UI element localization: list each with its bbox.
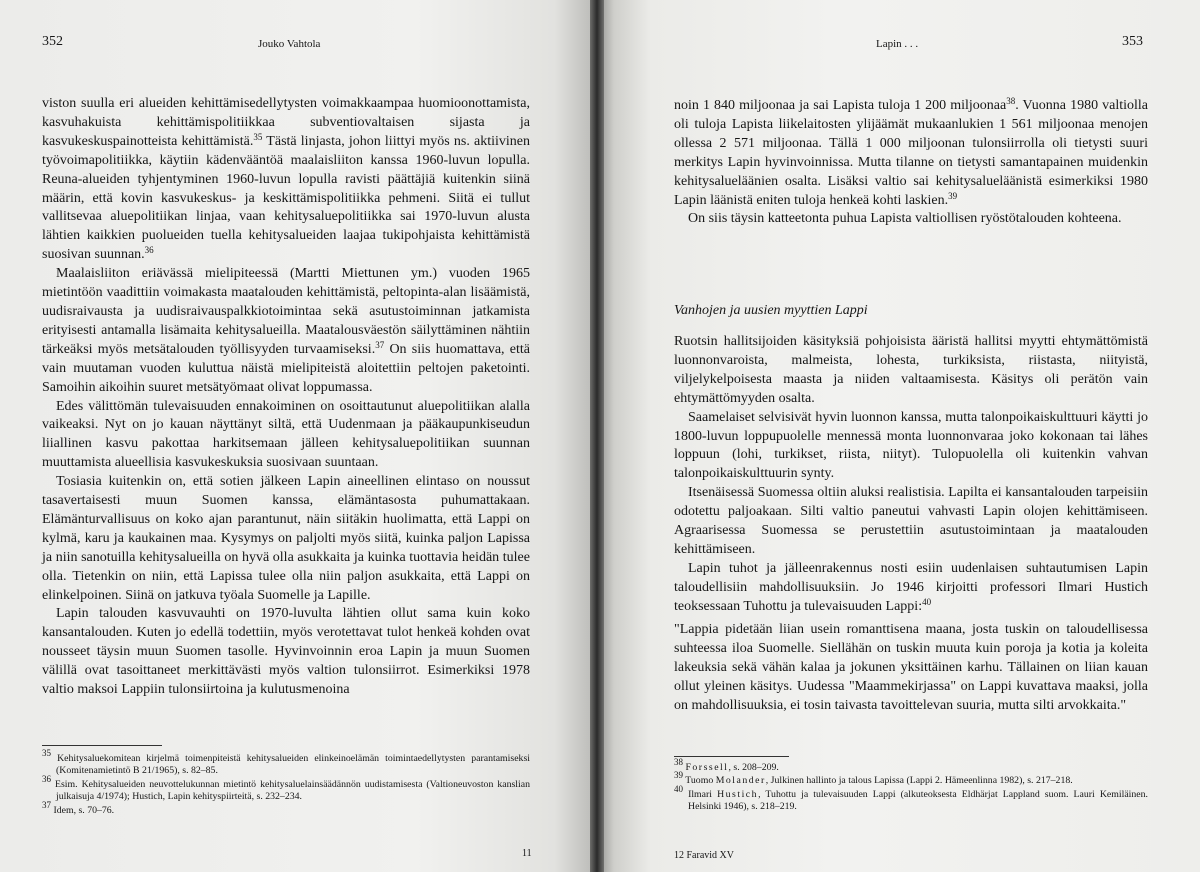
text-run: Itsenäisessä Suomessa oltiin aluksi realistisia. Lapilta ei kansantalouden tarpeisiin odotettu paljoakaan. Silti valtio paneutui vahvasti Lapin olojen kehittämiseen. Agraarisessa Suomessa se perustettiin asutustoimintaan ja maatalouden kehittämiseen. (674, 485, 1148, 557)
paragraph (42, 265, 530, 397)
paragraph (674, 484, 1148, 560)
page-number-left: 352 (42, 34, 63, 49)
text-run: noin 1 840 miljoonaa ja sai Lapista tuloja 1 200 miljoonaa (674, 98, 1007, 113)
text-run: Ruotsin hallitsijoiden käsityksiä pohjoisista ääristä hallitsi myytti ehtymättömistä luonnonvaroista, malmeista, lohesta, turkiksista, riistasta, niityistä, viljelykelpoisesta maasta ja niiden valtaamisesta. Käsitys oli perätön vain ehtymättömyyden osalta. (674, 334, 1148, 406)
text-run: Tästä linjasta, johon liittyi myös ns. aktiivinen työvoimapolitiikka, käytiin kädenvääntöä maalaisliiton kanssa 1960-luvun lopulla. Reuna-alueiden tyhjentyminen 1960-luvun lopulla ravisti päättäjiä kuitenkin siinä määrin, että kovin kasvukeskus- ja keskittämispolitiikka pehmeni. Siitä ei tullut vallitsevaa aluepolitiikan linjaa, vaan kehitysaluepolitiikka sai 1970-luvun alusta lähtien kaikkien puolueiden tuella kehitysalueiden laajaa tukipohjaista kehittämistä suosivan suunnan. (42, 133, 530, 263)
running-head-right: Lapin . . . (876, 38, 919, 50)
footnote (42, 748, 530, 778)
book-gutter (590, 0, 604, 872)
footnote-reference: 36 (144, 245, 154, 256)
text-run: Tosiasia kuitenkin on, että sotien jälkeen Lapin aineellinen elintaso on noussut tasavertaisesti muun Suomen kanssa, elämäntasosta puhumattakaan. Elämänturvallisuus on koko ajan parantunut, näin siitäkin huolimatta, että Lappi on kylmä, karu ja kaukainen maa. Kysymys on paljolti myös siitä, kuinka paljon Lapissa ja niin sanotuilla kehitysalueilla on hyvä olla asukkaita ja kuinka tuottavia heidän tulee olla. Tietenkin on niin, että Lapissa tulee olla niin paljon asukkaita, että Lappi on elinkelpoinen. Siinä on jatkuva työala Suomelle ja Lapille. (42, 474, 530, 603)
footnote-reference: 37 (375, 339, 385, 350)
footnote-rule-left (42, 745, 162, 746)
right-footnotes (674, 757, 1148, 815)
footnote-reference: 39 (948, 190, 958, 201)
right-body-text-section (674, 333, 1148, 617)
footnote (674, 770, 1148, 787)
text-run: Saamelaiset selvisivät hyvin luonnon kanssa, mutta talonpoikaiskulttuuri käytti jo 1800-luvun loppupuolelle mennessä monta luonnonvaraa joko kokonaan tai lähes loppuun (lohi, turkikset, riista, niityt). Tulopuolella oli kuitenkin vahvan talonpoikaiskulttuurin synty. (674, 409, 1148, 482)
text-run: Edes välittömän tulevaisuuden ennakoiminen on osoittautunut aluepolitiikan alalla vaikeaksi. Nyt on jo kauan näyttänyt siltä, että Uudenmaan ja pääkaupunkiseudun liiallinen kasvu pakottaa harkitsemaan jälleen kehitysaluepolitiikan suunnan muuttamista alueellisia kasvukeskuksia suosivaan suuntaan. (42, 398, 530, 471)
running-head-left: Jouko Vahtola (258, 38, 321, 50)
footnote-reference: 40 (922, 596, 932, 607)
text-run: Maalaisliiton eriävässä mielipiteessä (Martti Miettunen ym.) vuoden 1965 mietintöön vaadittiin voimakasta maatalouden kehittämistä, peltopinta-alan lisäämistä, uudisraivausta ja uudisraivauspalkkiotoimintaa sekä asutustoiminnan jatkamista erityisesti antamalla lisämaita kehitysalueilla. Maatalousväestön säilyttäminen nähtiin tärkeäksi myös metsätalouden työllisyyden turvaamiseksi. (42, 266, 530, 357)
section-heading: Vanhojen ja uusien myyttien Lappi (674, 303, 868, 318)
text-run: , Tuhottu ja tulevaisuuden Lappi (alkuteoksesta Eldhärjat Lappland suom. Lauri Kemiläinen. Helsinki 1946), s. 218–219. (688, 788, 1148, 813)
footnote (674, 757, 1148, 774)
footnote-number: 38 (674, 757, 683, 767)
footnote-reference: 35 (253, 131, 263, 142)
text-run: On siis huomattava, että vain muutaman vuoden kuluttua näistä mielipiteistä aloitettiin peltojen paketointi. Samoihin aikoihin suuret metsätyömaat olivat loppumassa. (42, 341, 530, 395)
author-name: Molander (715, 775, 766, 787)
footnote (42, 799, 530, 817)
text-run: . Vuonna 1980 valtiolla oli tuloja Lapista liikelaitosten ylijäämät mukaanlukien 1 561 miljoonaa menojen ollessa 2 571 miljoonaa. Tällä 1 000 miljoonan tulonsiirrolla oli tietysti suuri merkitys Lapin hyvinvoinnissa. Mutta tilanne on tietysti samantapainen muidenkin kehitysalueläänien osalta. Lisäksi valtio sai kehitysalueläänistä esimerkiksi 1980 Lapin läänistä eniten tuloja henkeä kohti laskien. (674, 98, 1149, 208)
footnote-number: 36 (42, 773, 51, 784)
left-page (0, 0, 596, 872)
left-footnotes (42, 748, 530, 818)
footnote-number: 40 (674, 783, 683, 794)
paragraph (674, 210, 1148, 229)
signature-mark-right: 12 Faravid XV (674, 850, 734, 861)
author-name: Forssell (685, 762, 729, 773)
paragraph (674, 409, 1148, 485)
footnote-reference: 38 (1006, 96, 1016, 106)
text-run: Tuomo (683, 775, 716, 787)
footnote-number: 39 (674, 770, 683, 781)
footnote (674, 783, 1148, 814)
paragraph (674, 97, 1148, 210)
footnote-number: 37 (42, 799, 51, 810)
text-run: Ilmari (683, 788, 718, 800)
text-run: Lapin talouden kasvuvauhti on 1970-luvulta lähtien ollut sama kuin koko kansantalouden. Kuten jo edellä todettiin, myös verotettavat tulot henkeä kohden ovat nousseet täysin muun Suomen tasolle. Hyvinvoinnin eroa Lapin ja muun Suomen välillä ovat tasoittaneet merkittävästi myös valtion tulonsiirrot. Esimerkiksi 1978 valtio maksoi Lappiin tulonsiirtoina ja kulutusmenoina (42, 606, 530, 698)
text-run: Idem, s. 70–76. (51, 804, 115, 816)
paragraph (674, 333, 1148, 409)
text-run: On siis täysin katteetonta puhua Lapista valtiollisen ryöstötalouden kohteena. (688, 211, 1122, 227)
right-page (596, 0, 1200, 872)
text-run: Kehitysaluekomitean kirjelmä toimenpiteistä kehitysalueiden elinkeinoelämän toimintaedellytysten parantamiseksi (Komitenamietintö B 21/1965), s. 82–85. (51, 753, 530, 777)
block-quote (674, 621, 1148, 716)
signature-mark-left: 11 (522, 848, 532, 859)
footnote (42, 773, 530, 804)
paragraph (674, 560, 1148, 617)
left-body-text (42, 95, 530, 700)
text-run: , Julkinen hallinto ja talous Lapissa (Lappi 2. Hämeenlinna 1982), s. 217–218. (765, 775, 1073, 787)
quote-text: "Lappia pidetään liian usein romanttisena maana, josta tuskin on taloudellisessa suhteessa iloa Suomelle. Siellähän on tuskin muuta kuin poroja ja kotia ja koleita lakeuksia sekä vähän kalaa ja jokunen yksittäinen karhu. Tällainen on liian kauan ollut yleinen käsitys. Uudessa "Maammekirjassa" on Lappi kuvattava maaksi, jolla on mahdollisuuksia, ei tosin taivasta tavoittelevan suuria, mutta silti arvokkaita." (674, 622, 1148, 713)
footnote-rule-right (674, 756, 789, 757)
author-name: Hustich (717, 788, 759, 800)
page-number-right: 353 (1122, 34, 1143, 49)
footnote-number: 35 (42, 748, 51, 758)
text-run: , s. 208–209. (728, 762, 779, 773)
right-body-text-top (674, 97, 1148, 229)
text-run: Esim. Kehitysalueiden neuvottelukunnan mietintö kehitysaluelainsäädännön uudistamisesta (Valtioneuvoston kanslian julkaisuja 4/1974); Hustich, Lapin kehityspiirteitä, s. 232–234. (51, 778, 530, 803)
paragraph (42, 398, 530, 474)
paragraph (42, 473, 530, 605)
text-run: viston suulla eri alueiden kehittämisedellytysten voimakkaampaa huomioonottamista, kasvuhakuista kehittämispolitiikkaa subventiovaltaisen sijasta ja kasvukeskuspainotteista kehittämistä. (42, 96, 530, 149)
text-run: Lapin tuhot ja jälleenrakennus nosti esiin uudenlaisen suhtautumisen Lapin taloudellisiin mahdollisuuksiin. Jo 1946 kirjoitti professori Ilmari Hustich teoksessaan Tuhottu ja tulevaisuuden Lappi: (674, 560, 1148, 614)
paragraph (42, 605, 530, 700)
paragraph (42, 95, 530, 265)
